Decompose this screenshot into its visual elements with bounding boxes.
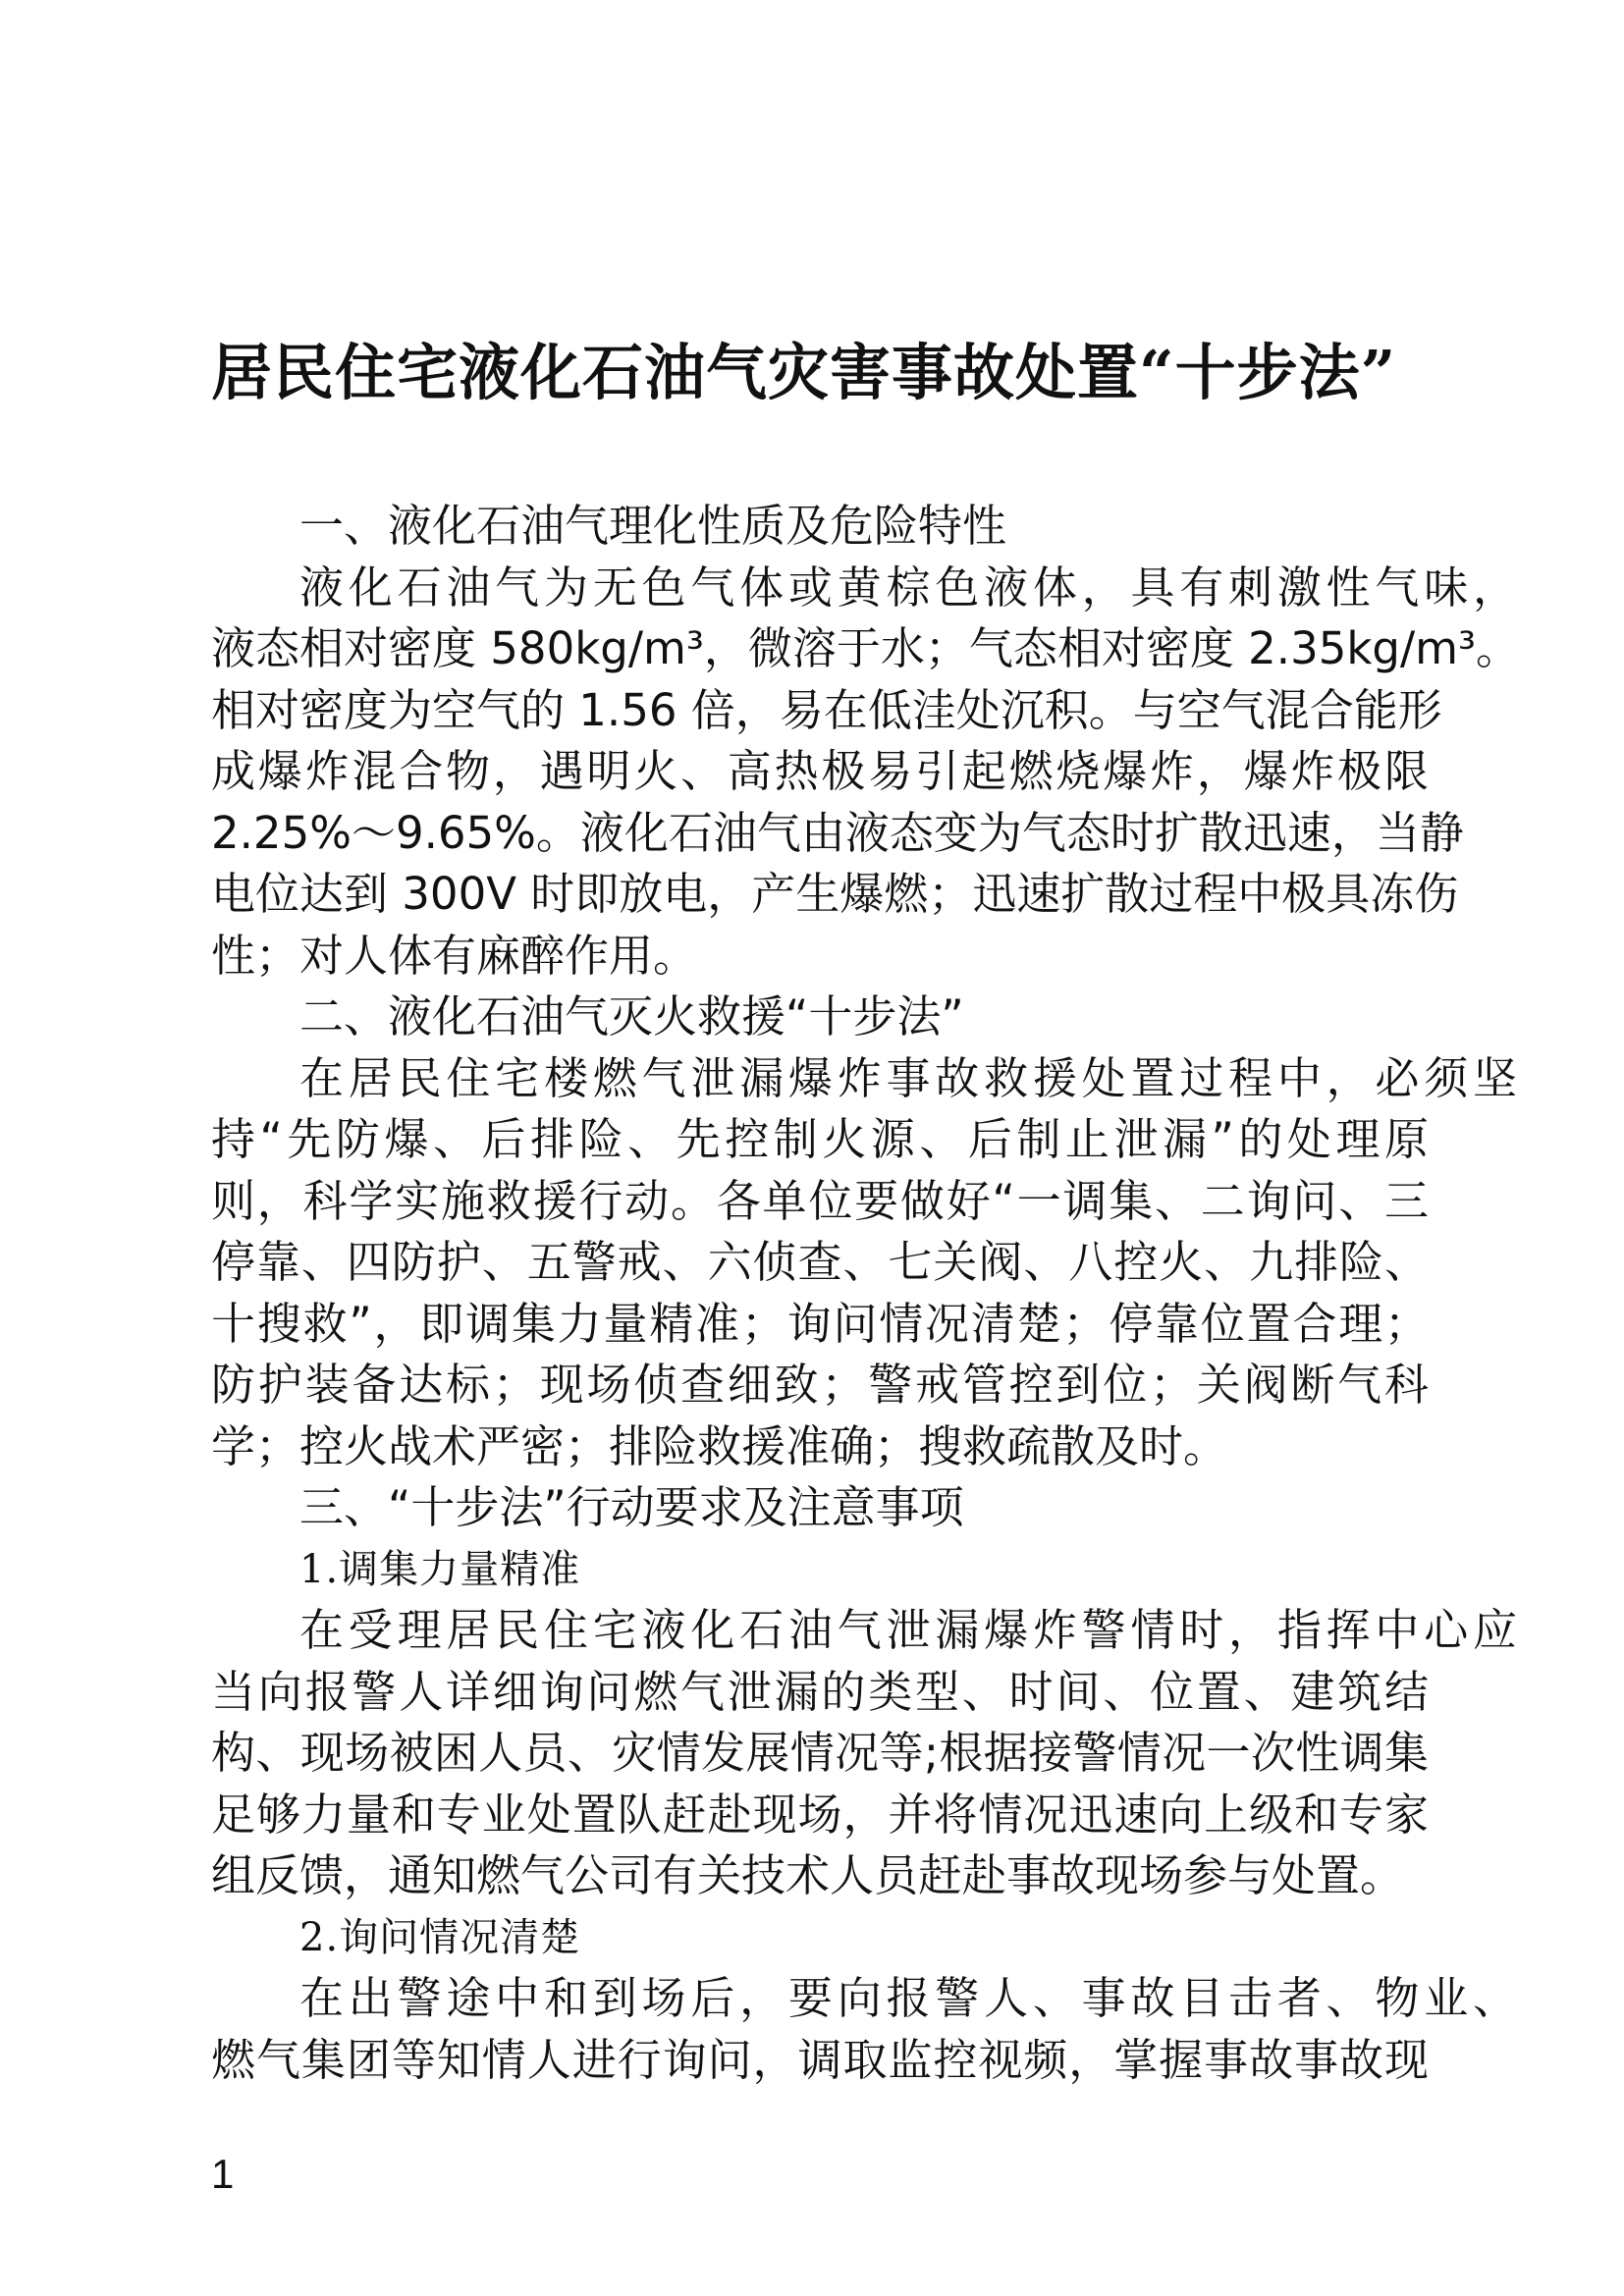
paragraph-line: 相对密度为空气的 1.56 倍，易在低洼处沉积。与空气混合能形	[211, 683, 1442, 736]
paragraph-line: 构、现场被困人员、灾情发展情况等;根据接警情况一次性调集	[211, 1727, 1429, 1779]
paragraph-line: 当向报警人详细询问燃气泄漏的类型、时间、位置、建筑结	[211, 1665, 1429, 1718]
page-number: 1	[211, 2151, 235, 2197]
paragraph-line: 持“先防爆、后排险、先控制火源、后制止泄漏”的处理原	[211, 1113, 1429, 1165]
paragraph-line: 液化石油气为无色气体或黄棕色液体，具有刺激性气味，	[299, 561, 1517, 614]
paragraph-line: 停靠、四防护、五警戒、六侦查、七关阀、八控火、九排险、	[211, 1236, 1429, 1288]
paragraph-line: 电位达到 300V 时即放电，产生爆燃；迅速扩散过程中极具冻伤	[211, 868, 1459, 920]
paragraph-line: 液态相对密度 580kg/m³，微溶于水；气态相对密度 2.35kg/m³。	[211, 622, 1521, 674]
section-heading: 一、液化石油气理化性质及危险特性	[299, 500, 1007, 552]
paragraph-line: 十搜救”，即调集力量精准；询问情况清楚；停靠位置合理；	[211, 1297, 1429, 1350]
document-body	[211, 496, 1521, 2091]
paragraph-line: 燃气集团等知情人进行询问，调取监控视频，掌握事故事故现	[211, 2033, 1429, 2086]
document-title: 居民住宅液化石油气灾害事故处置“十步法”	[211, 337, 1397, 408]
paragraph-line: 学；控火战术严密；排险救援准确；搜救疏散及时。	[211, 1419, 1228, 1472]
section-heading: 二、液化石油气灭火救援“十步法”	[299, 990, 964, 1042]
paragraph-line: 组反馈，通知燃气公司有关技术人员赶赴事故现场参与处置。	[211, 1849, 1405, 1901]
paragraph-line: 则，科学实施救援行动。各单位要做好“一调集、二询问、三	[211, 1174, 1429, 1227]
paragraph-line: 足够力量和专业处置队赶赴现场，并将情况迅速向上级和专家	[211, 1788, 1429, 1841]
paragraph-line: 在出警途中和到场后，要向报警人、事故目击者、物业、	[299, 1972, 1517, 2024]
paragraph-line: 2.25%～9.65%。液化石油气由液态变为气态时扩散迅速，当静	[211, 806, 1464, 859]
subsection-heading: 1.调集力量精准	[299, 1546, 581, 1592]
subsection-heading: 2.询问情况清楚	[299, 1914, 581, 1960]
section-heading: 三、“十步法”行动要求及注意事项	[299, 1481, 964, 1533]
paragraph-line: 在居民住宅楼燃气泄漏爆炸事故救援处置过程中，必须坚	[299, 1051, 1517, 1104]
paragraph-line: 成爆炸混合物，遇明火、高热极易引起燃烧爆炸，爆炸极限	[211, 745, 1429, 797]
paragraph-line: 性；对人体有麻醉作用。	[211, 929, 698, 982]
paragraph-line: 在受理居民住宅液化石油气泄漏爆炸警情时，指挥中心应	[299, 1604, 1517, 1656]
paragraph-line: 防护装备达标；现场侦查细致；警戒管控到位；关阀断气科	[211, 1359, 1429, 1411]
